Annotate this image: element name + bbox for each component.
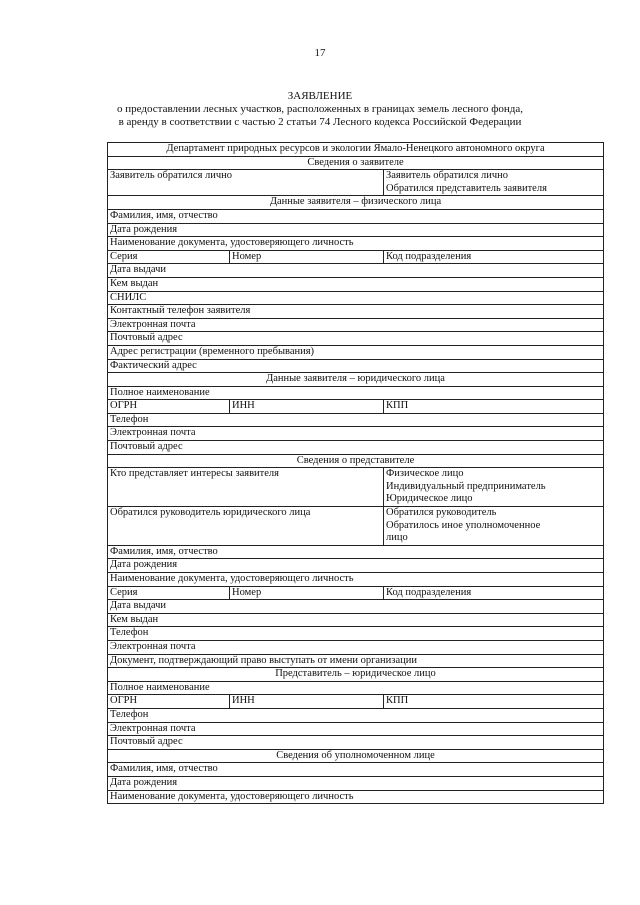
field-legal-postal-address[interactable]: Почтовый адрес bbox=[108, 441, 604, 455]
field-division-code[interactable]: Код подразделения bbox=[384, 250, 604, 264]
field-rep-email[interactable]: Электронная почта bbox=[108, 640, 604, 654]
table-row[interactable] bbox=[108, 291, 604, 305]
field-rep-issue-date[interactable]: Дата выдачи bbox=[108, 600, 604, 614]
table-row[interactable] bbox=[108, 600, 604, 614]
field-kpp[interactable]: КПП bbox=[384, 400, 604, 414]
table-row[interactable] bbox=[108, 654, 604, 668]
field-issued-by[interactable]: Кем выдан bbox=[108, 277, 604, 291]
representative-who-label: Кто представляет интересы заявителя bbox=[108, 468, 384, 507]
table-row[interactable] bbox=[108, 413, 604, 427]
field-email[interactable]: Электронная почта bbox=[108, 318, 604, 332]
field-rep-legal-full-name[interactable]: Полное наименование bbox=[108, 681, 604, 695]
option-individual[interactable]: Физическое лицо bbox=[386, 468, 464, 480]
table-row bbox=[108, 668, 604, 682]
field-snils[interactable]: СНИЛС bbox=[108, 291, 604, 305]
table-row bbox=[108, 454, 604, 468]
table-row[interactable] bbox=[108, 613, 604, 627]
document-subtitle-line-2: в аренду в соответствии с частью 2 статьи 74 Лесного кодекса Российской Федерации bbox=[118, 116, 522, 128]
field-full-name[interactable]: Полное наименование bbox=[108, 386, 604, 400]
option-other-authorized-cont: лицо bbox=[386, 532, 408, 544]
table-row[interactable] bbox=[108, 736, 604, 750]
section-header-legal-entity: Данные заявителя – юридического лица bbox=[108, 373, 604, 387]
table-row[interactable] bbox=[108, 763, 604, 777]
application-form-table bbox=[107, 142, 604, 804]
field-rep-birth-date[interactable]: Дата рождения bbox=[108, 559, 604, 573]
field-id-document[interactable]: Наименование документа, удостоверяющего личность bbox=[108, 237, 604, 251]
table-row[interactable] bbox=[108, 386, 604, 400]
field-rep-legal-postal-address[interactable]: Почтовый адрес bbox=[108, 736, 604, 750]
field-ogrn[interactable]: ОГРН bbox=[108, 400, 230, 414]
field-actual-address[interactable]: Фактический адрес bbox=[108, 359, 604, 373]
field-number[interactable]: Номер bbox=[230, 250, 384, 264]
field-rep-fio[interactable]: Фамилия, имя, отчество bbox=[108, 545, 604, 559]
table-row[interactable] bbox=[108, 722, 604, 736]
field-rep-number[interactable]: Номер bbox=[230, 586, 384, 600]
table-row bbox=[108, 507, 604, 546]
section-header-individual: Данные заявителя – физического лица bbox=[108, 196, 604, 210]
table-row[interactable] bbox=[108, 427, 604, 441]
table-row[interactable] bbox=[108, 318, 604, 332]
field-series[interactable]: Серия bbox=[108, 250, 230, 264]
table-row[interactable] bbox=[108, 695, 604, 709]
representative-head-label: Обратился руководитель юридического лица bbox=[108, 507, 384, 546]
option-other-authorized[interactable]: Обратилось иное уполномоченное bbox=[386, 519, 541, 531]
document-subtitle-line-1: о предоставлении лесных участков, расположенных в границах земель лесного фонда, bbox=[117, 103, 523, 115]
field-issue-date[interactable]: Дата выдачи bbox=[108, 264, 604, 278]
table-row[interactable] bbox=[108, 790, 604, 804]
table-row bbox=[108, 749, 604, 763]
option-legal-entity[interactable]: Юридическое лицо bbox=[386, 493, 473, 505]
field-rep-division-code[interactable]: Код подразделения bbox=[384, 586, 604, 600]
table-row[interactable] bbox=[108, 640, 604, 654]
field-registration-address[interactable]: Адрес регистрации (временного пребывания) bbox=[108, 345, 604, 359]
field-rep-authority-document[interactable]: Документ, подтверждающий право выступать от имени организации bbox=[108, 654, 604, 668]
applicant-in-person-label: Заявитель обратился лично bbox=[108, 170, 384, 196]
applicant-options-cell[interactable] bbox=[384, 170, 604, 196]
field-rep-legal-ogrn[interactable]: ОГРН bbox=[108, 695, 230, 709]
field-auth-fio[interactable]: Фамилия, имя, отчество bbox=[108, 763, 604, 777]
table-row[interactable] bbox=[108, 345, 604, 359]
field-legal-email[interactable]: Электронная почта bbox=[108, 427, 604, 441]
table-row[interactable] bbox=[108, 223, 604, 237]
field-contact-phone[interactable]: Контактный телефон заявителя bbox=[108, 305, 604, 319]
section-header-representative: Сведения о представителе bbox=[108, 454, 604, 468]
table-row[interactable] bbox=[108, 708, 604, 722]
field-rep-legal-email[interactable]: Электронная почта bbox=[108, 722, 604, 736]
option-head-applied[interactable]: Обратился руководитель bbox=[386, 507, 497, 519]
table-row[interactable] bbox=[108, 681, 604, 695]
page-number: 17 bbox=[314, 47, 326, 59]
table-row[interactable] bbox=[108, 776, 604, 790]
field-rep-series[interactable]: Серия bbox=[108, 586, 230, 600]
field-inn[interactable]: ИНН bbox=[230, 400, 384, 414]
table-row[interactable] bbox=[108, 441, 604, 455]
table-row[interactable] bbox=[108, 400, 604, 414]
field-rep-legal-kpp[interactable]: КПП bbox=[384, 695, 604, 709]
department-name: Департамент природных ресурсов и экологии Ямало-Ненецкого автономного округа bbox=[108, 143, 604, 157]
field-rep-id-document[interactable]: Наименование документа, удостоверяющего личность bbox=[108, 573, 604, 587]
field-auth-id-document[interactable]: Наименование документа, удостоверяющего личность bbox=[108, 790, 604, 804]
table-row bbox=[108, 143, 604, 157]
table-row bbox=[108, 156, 604, 170]
table-row[interactable] bbox=[108, 264, 604, 278]
table-row[interactable] bbox=[108, 305, 604, 319]
field-legal-phone[interactable]: Телефон bbox=[108, 413, 604, 427]
field-postal-address[interactable]: Почтовый адрес bbox=[108, 332, 604, 346]
table-row bbox=[108, 170, 604, 196]
field-rep-phone[interactable]: Телефон bbox=[108, 627, 604, 641]
option-applied-in-person[interactable]: Заявитель обратился лично bbox=[386, 170, 509, 182]
option-sole-proprietor[interactable]: Индивидуальный предприниматель bbox=[386, 480, 546, 492]
representative-head-options[interactable] bbox=[384, 507, 604, 546]
table-row[interactable] bbox=[108, 277, 604, 291]
field-birth-date[interactable]: Дата рождения bbox=[108, 223, 604, 237]
document-heading bbox=[0, 90, 640, 129]
document-title: ЗАЯВЛЕНИЕ bbox=[287, 90, 353, 102]
table-row bbox=[108, 468, 604, 507]
table-row[interactable] bbox=[108, 627, 604, 641]
table-row[interactable] bbox=[108, 359, 604, 373]
table-row[interactable] bbox=[108, 332, 604, 346]
table-row[interactable] bbox=[108, 209, 604, 223]
table-row[interactable] bbox=[108, 237, 604, 251]
field-auth-birth-date[interactable]: Дата рождения bbox=[108, 776, 604, 790]
table-row[interactable] bbox=[108, 250, 604, 264]
option-representative-applied[interactable]: Обратился представитель заявителя bbox=[386, 182, 547, 194]
field-rep-legal-phone[interactable]: Телефон bbox=[108, 708, 604, 722]
section-header-applicant-info: Сведения о заявителе bbox=[108, 156, 604, 170]
section-header-authorized-person: Сведения об уполномоченном лице bbox=[108, 749, 604, 763]
field-rep-legal-inn[interactable]: ИНН bbox=[230, 695, 384, 709]
field-rep-issued-by[interactable]: Кем выдан bbox=[108, 613, 604, 627]
representative-who-options[interactable] bbox=[384, 468, 604, 507]
table-row[interactable] bbox=[108, 559, 604, 573]
table-row bbox=[108, 373, 604, 387]
table-row[interactable] bbox=[108, 545, 604, 559]
table-row bbox=[108, 196, 604, 210]
section-header-rep-legal-entity: Представитель – юридическое лицо bbox=[108, 668, 604, 682]
field-fio[interactable]: Фамилия, имя, отчество bbox=[108, 209, 604, 223]
table-row[interactable] bbox=[108, 573, 604, 587]
table-row[interactable] bbox=[108, 586, 604, 600]
